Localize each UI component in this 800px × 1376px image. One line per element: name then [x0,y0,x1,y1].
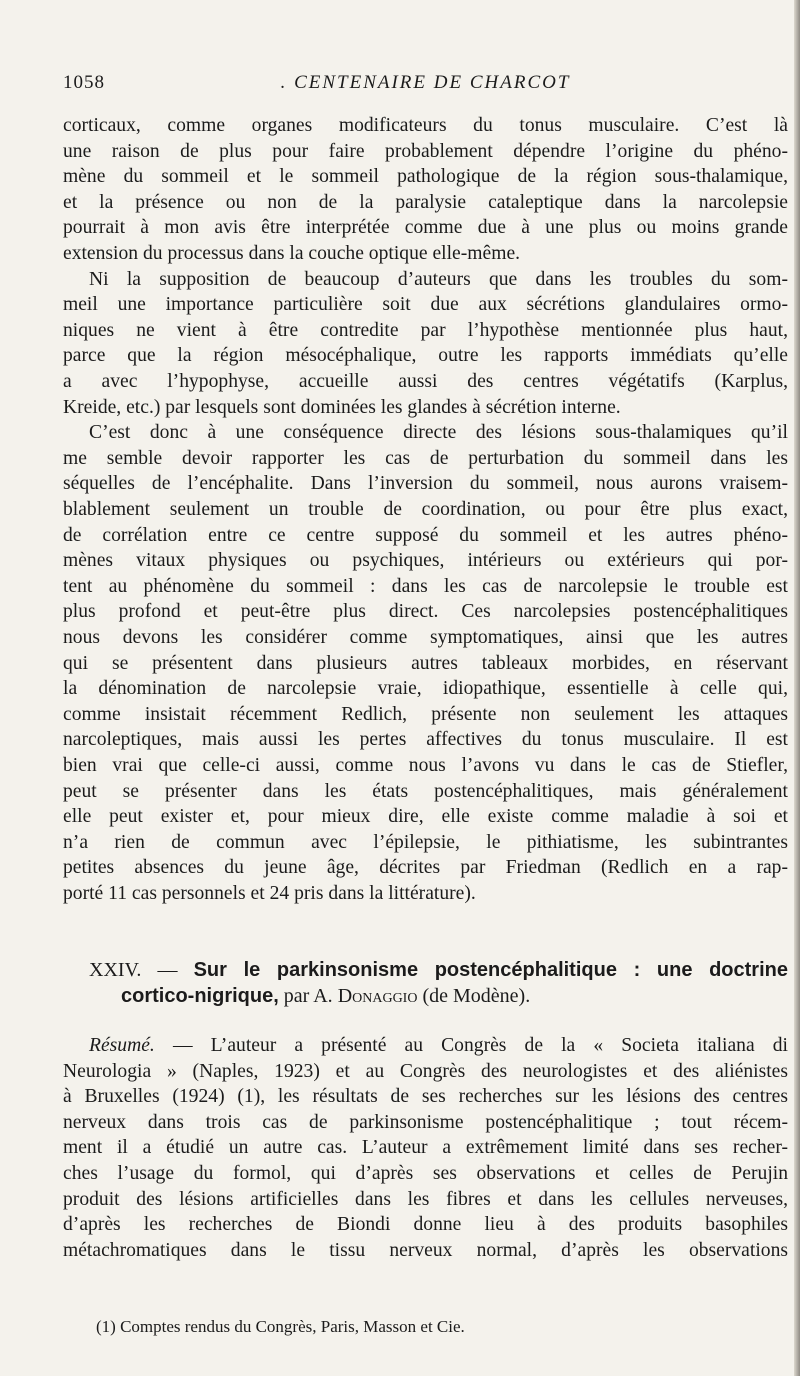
text-line: ches l’usage du formol, qui d’après ses observations et celles de Perujin [63,1162,788,1184]
text-line: nerveux dans trois cas de parkinsonisme postencéphalitique ; tout récem- [63,1111,788,1133]
author-affiliation: (de Modène). [417,984,531,1007]
text-line: — L’auteur a présenté au Congrès de la « Societa italiana di [154,1035,788,1056]
section-heading [63,958,788,1009]
text-line: la dénomination de narcolepsie vraie, idiopathique, essentielle à celle qui, [63,678,788,700]
paragraph-2 [63,267,788,421]
text-line: niques ne vient à être contredite par l’hypothèse mentionnée plus haut, [63,319,788,341]
text-line: tent au phénomène du sommeil : dans les cas de narcolepsie le trouble est [63,575,788,597]
text-line: une raison de plus pour faire probablement dépendre l’origine du phéno- [63,140,788,162]
running-title: . CENTENAIRE DE CHARCOT [280,72,571,93]
author-name: Donaggio [337,984,418,1007]
text-line: métachromatiques dans le tissu nerveux normal, d’après les observations [63,1239,788,1261]
footnote: (1) Comptes rendus du Congrès, Paris, Masson et Cie. [96,1317,465,1336]
text-line: a avec l’hypophyse, accueille aussi des centres végétatifs (Karplus, [63,370,788,392]
text-line: pourrait à mon avis être interprétée comme due à une plus ou moins grande [63,217,788,239]
text-line: meil une importance particulière soit due aux sécrétions glandulaires ormo- [63,294,788,316]
text-line: et la présence ou non de la paralysie cataleptique dans la narcolepsie [63,191,788,213]
text-line: à Bruxelles (1924) (1), les résultats de ses recherches sur les lésions des centres [63,1086,788,1108]
text-line: séquelles de l’encéphalite. Dans l’inversion du sommeil, nous aurons vraisem- [63,473,788,495]
resume-label: Résumé. [89,1035,155,1056]
text-line: elle peut exister et, pour mieux dire, elle existe comme maladie à soi et [63,806,788,828]
resume-paragraph [63,1033,788,1263]
text-line: d’après les recherches de Biondi donne lieu à des produits basophiles [63,1214,788,1236]
text-line: bien vrai que celle-ci aussi, comme nous l’avons vu dans le cas de Stiefler, [63,754,788,776]
section-number: XXIV. — [89,959,194,981]
text-line: Kreide, etc.) par lesquels sont dominées les glandes à sécrétion interne. [63,396,621,418]
text-line: C’est donc à une conséquence directe des lésions sous-thalamiques qu’il [89,422,788,444]
section-title-line-2: cortico-nigrique, [121,984,279,1007]
text-line: corticaux, comme organes modificateurs du tonus musculaire. C’est là [63,115,788,136]
text-line: produit des lésions artificielles dans les fibres et dans les cellules nerveuses, [63,1188,788,1210]
text-line: blablement seulement un trouble de coordination, ou pour être plus exact, [63,498,788,520]
text-line: Neurologia » (Naples, 1923) et au Congrès des neurologistes et des aliénistes [63,1060,788,1082]
page-header [63,72,788,102]
page-edge-shadow [794,0,800,1376]
text-line: nous devons les considérer comme symptomatiques, ainsi que les autres [63,626,788,648]
text-line: Ni la supposition de beaucoup d’auteurs que dans les troubles du som- [89,268,788,290]
text-line: plus profond et peut-être plus direct. Ces narcolepsies postencéphalitiques [63,601,788,623]
text-line: porté 11 cas personnels et 24 pris dans la littérature). [63,882,476,904]
text-line: de corrélation entre ce centre supposé du sommeil et les autres phéno- [63,524,788,546]
text-line: ment il a étudié un autre cas. L’auteur a extrêmement limité dans ses recher- [63,1137,788,1159]
text-line: n’a rien de commun avec l’épilepsie, le pithiatisme, les subintrantes [63,831,788,853]
page-number: 1058 [63,72,105,93]
text-line: comme insistait récemment Redlich, présente non seulement les attaques [63,703,788,725]
text-line: extension du processus dans la couche optique elle-même. [63,242,521,264]
text-line: me semble devoir rapporter les cas de perturbation du sommeil dans les [63,447,788,469]
byline-prefix: par A. [278,984,338,1007]
text-line: narcoleptiques, mais aussi les pertes affectives du tonus musculaire. Il est [63,729,788,751]
text-line: peut se présenter dans les états postencéphalitiques, mais généralement [63,780,788,802]
paragraph-1 [63,113,788,267]
text-line: mènes vitaux physiques ou psychiques, intérieurs ou extérieurs qui por- [63,550,788,572]
text-line: qui se présentent dans plusieurs autres tableaux morbides, en réservant [63,652,788,674]
text-line: parce que la région mésocéphalique, outre les rapports immédiats qu’elle [63,345,788,367]
section-title-line-1: Sur le parkinsonisme postencéphalitique : une doctrine [193,959,788,981]
paragraph-3 [63,420,788,906]
text-line: mène du sommeil et le sommeil pathologique de la région sous-thalamique, [63,166,788,188]
text-line: petites absences du jeune âge, décrites par Friedman (Redlich en a rap- [63,857,788,879]
